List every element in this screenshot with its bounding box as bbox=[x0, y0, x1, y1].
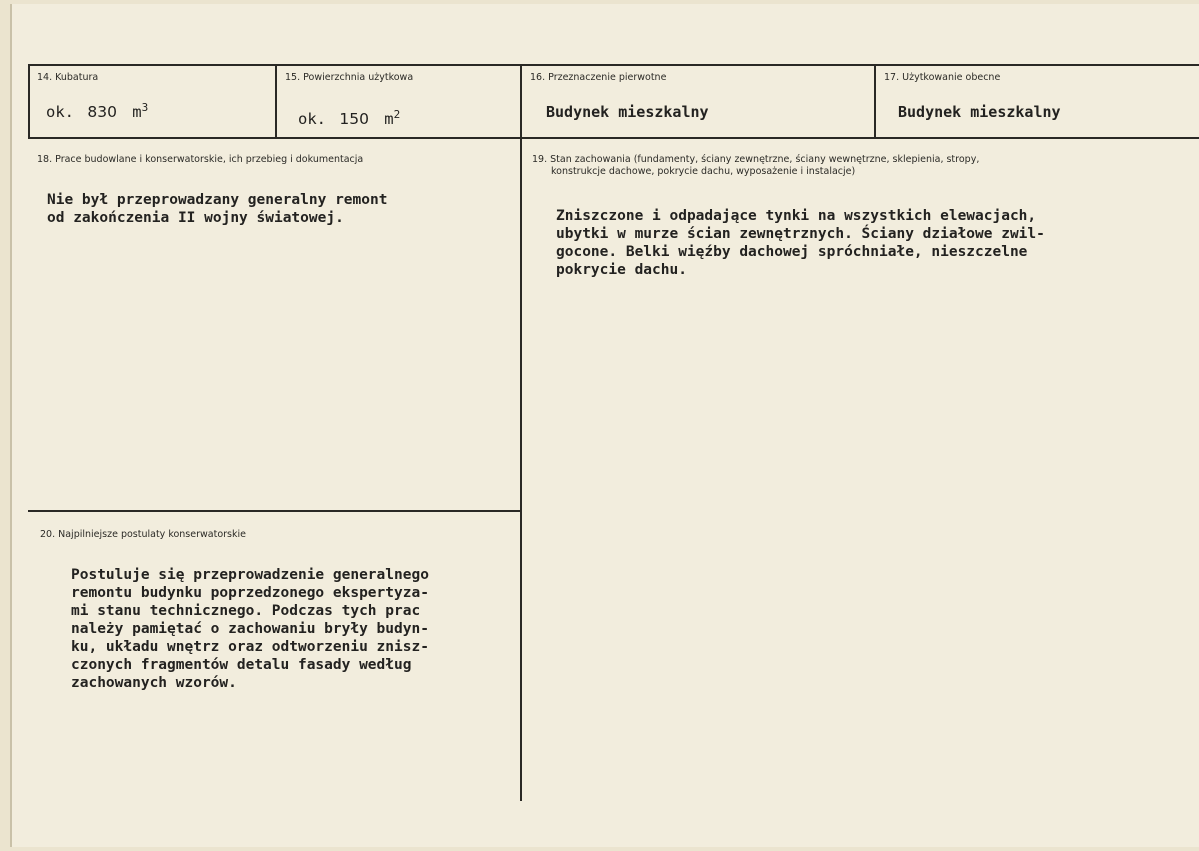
field-18-line: od zakończenia II wojny światowej. bbox=[47, 210, 344, 226]
field-20-line: zachowanych wzorów. bbox=[71, 675, 237, 691]
field-19-label-line2: konstrukcje dachowe, pokrycie dachu, wyposażenie i instalacje) bbox=[551, 166, 856, 177]
divider-16-17 bbox=[874, 64, 876, 139]
field-14-label: 14. Kubatura bbox=[37, 72, 99, 83]
top-row-bottom-border bbox=[28, 137, 1199, 139]
card-left-border bbox=[28, 64, 30, 139]
field-18-text bbox=[47, 191, 387, 227]
field-19-text bbox=[556, 207, 1045, 279]
field-19-line: pokrycie dachu. bbox=[556, 262, 687, 278]
field-18-label: 18. Prace budowlane i konserwatorskie, ich przebieg i dokumentacja bbox=[37, 154, 364, 165]
field-19-line: ubytki w murze ścian zewnętrznych. Ściany działowe zwil- bbox=[556, 226, 1045, 242]
field-15-label: 15. Powierzchnia użytkowa bbox=[285, 72, 414, 83]
field-20-line: czonych fragmentów detalu fasady według bbox=[71, 657, 412, 673]
field-14-prefix: ok. bbox=[46, 103, 74, 121]
field-15-exponent: 2 bbox=[393, 107, 401, 121]
field-15-number: 150 bbox=[339, 110, 369, 128]
field-19-line: gocone. Belki więźby dachowej spróchniałe, nieszczelne bbox=[556, 244, 1028, 260]
field-19-line: Zniszczone i odpadające tynki na wszystkich elewacjach, bbox=[556, 208, 1037, 224]
field-17-label: 17. Użytkowanie obecne bbox=[884, 72, 1001, 83]
field-17-value: Budynek mieszkalny bbox=[898, 103, 1061, 121]
field-20-line: należy pamiętać o zachowaniu bryły budyn- bbox=[71, 621, 429, 637]
field-20-line: ku, układu wnętrz oraz odtworzeniu znisz- bbox=[71, 639, 429, 655]
field-20-label: 20. Najpilniejsze postulaty konserwatorskie bbox=[40, 529, 246, 540]
field-16-value: Budynek mieszkalny bbox=[546, 103, 709, 121]
field-20-text bbox=[71, 566, 429, 692]
field-19-label-line1: 19. Stan zachowania (fundamenty, ściany zewnętrzne, ściany wewnętrzne, sklepienia, stropy, bbox=[532, 154, 980, 165]
section-18-20-divider bbox=[28, 510, 522, 512]
field-14-value bbox=[46, 100, 149, 121]
divider-15-16 bbox=[520, 64, 522, 139]
field-15-value bbox=[298, 107, 401, 128]
field-20-line: Postuluje się przeprowadzenie generalnego bbox=[71, 567, 429, 583]
divider-14-15 bbox=[275, 64, 277, 139]
center-column-divider bbox=[520, 137, 522, 801]
top-row-top-border bbox=[28, 64, 1199, 66]
field-14-number: 830 bbox=[87, 103, 117, 121]
field-18-line: Nie był przeprowadzany generalny remont bbox=[47, 192, 388, 208]
record-card bbox=[10, 4, 1199, 847]
field-20-line: mi stanu technicznego. Podczas tych prac bbox=[71, 603, 421, 619]
field-15-prefix: ok. bbox=[298, 110, 326, 128]
field-14-unit: m bbox=[132, 103, 142, 121]
field-20-line: remontu budynku poprzedzonego ekspertyza- bbox=[71, 585, 429, 601]
field-14-exponent: 3 bbox=[141, 100, 149, 114]
field-15-unit: m bbox=[384, 110, 394, 128]
field-16-label: 16. Przeznaczenie pierwotne bbox=[530, 72, 667, 83]
